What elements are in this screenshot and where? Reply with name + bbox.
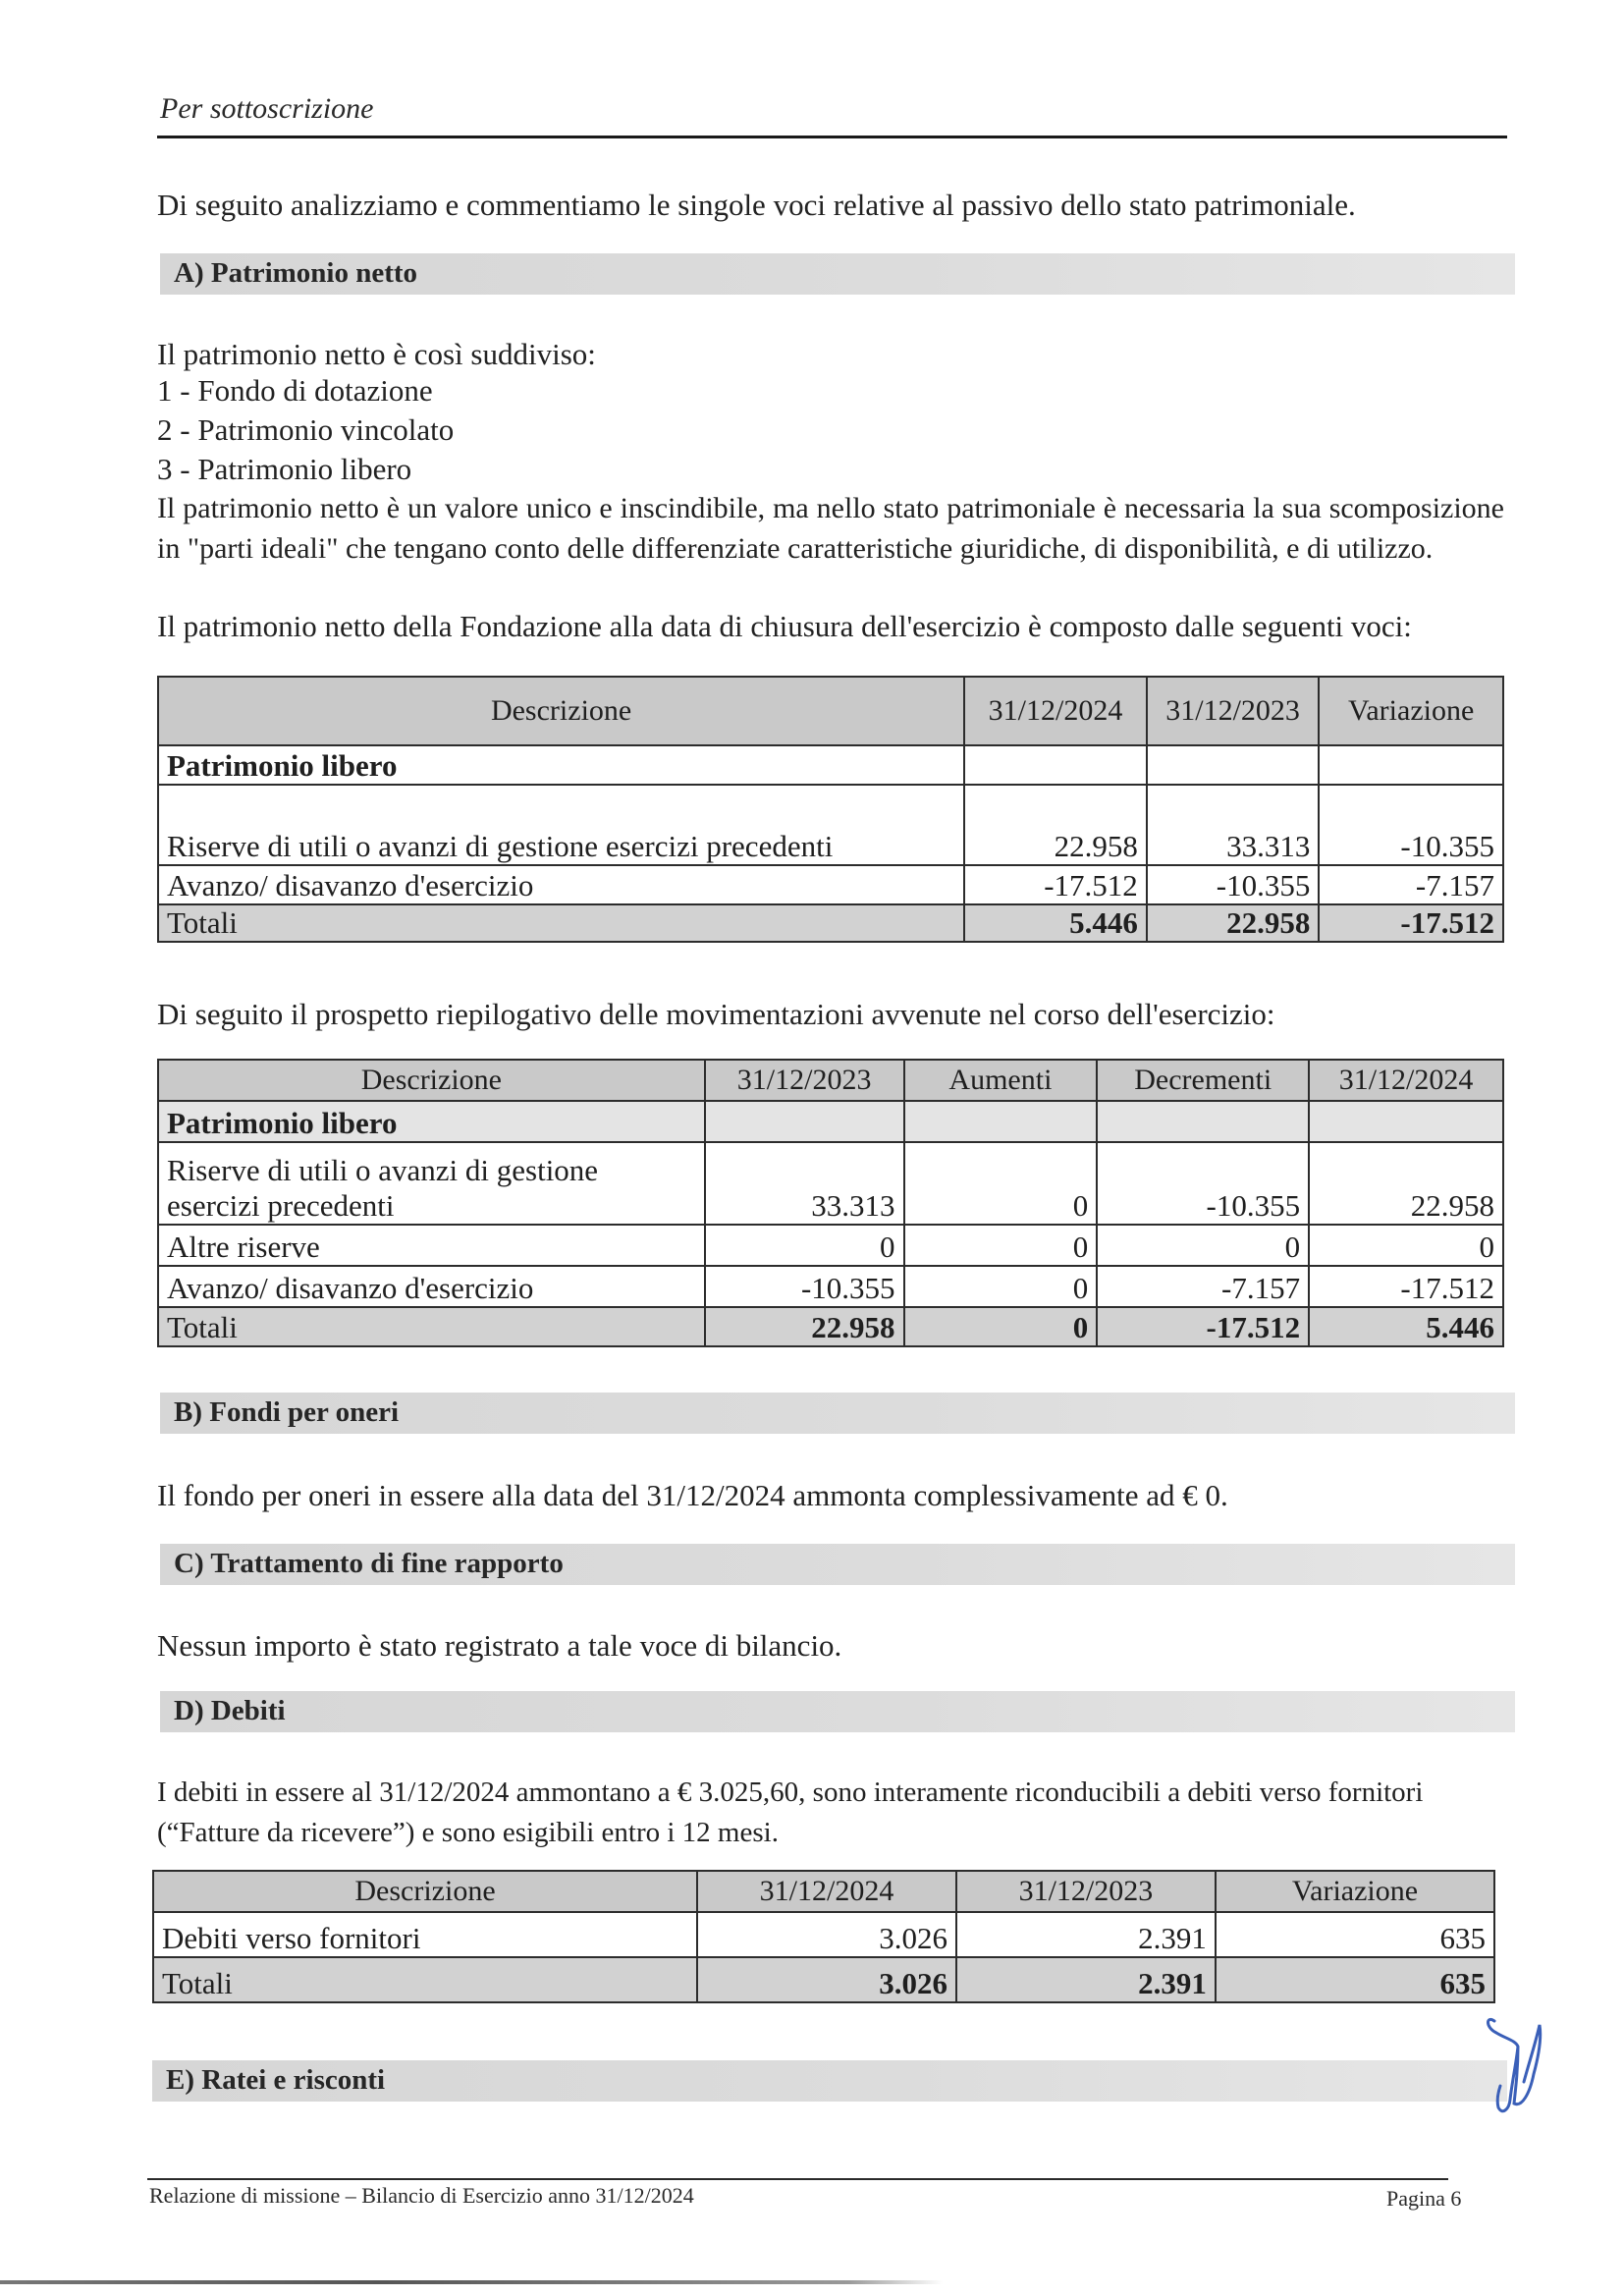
list-item: 2 - Patrimonio vincolato xyxy=(157,412,455,447)
header-rule xyxy=(157,136,1507,138)
table-row: Riserve di utili o avanzi di gestione esercizi precedenti 33.313 0 -10.355 22.958 xyxy=(158,1142,1503,1225)
column-header: 31/12/2024 xyxy=(964,677,1147,745)
table-header-row xyxy=(158,677,1503,745)
section-d-text: I debiti in essere al 31/12/2024 ammontano a € 3.025,60, sono interamente riconducibili a debiti verso fornitori (“Fatture da ricevere”) e sono esigibili entro i 12 mesi. xyxy=(157,1777,1424,1848)
section-c-bar xyxy=(160,1544,1515,1585)
table-header-row xyxy=(158,1060,1503,1101)
group-label: Patrimonio libero xyxy=(158,745,964,785)
section-e-title: E) Ratei e risconti xyxy=(166,2064,386,2096)
section-a-paragraph: Il patrimonio netto è un valore unico e inscindibile, ma nello stato patrimoniale è necessaria la sua scomposizione in "parti ideali" che tengano conto delle differenziate caratteristiche giuridiche, di disponibilità, e di utilizzo. xyxy=(157,492,1504,565)
section-d-bar xyxy=(160,1691,1515,1732)
table-row: Riserve di utili o avanzi di gestione esercizi precedenti 22.958 33.313 -10.355 xyxy=(158,785,1503,865)
intro-text: Di seguito analizziamo e commentiamo le singole voci relative al passivo dello stato patrimoniale. xyxy=(157,188,1356,222)
table-row: Avanzo/ disavanzo d'esercizio -10.355 0 -7.157 -17.512 xyxy=(158,1266,1503,1307)
table-row: Avanzo/ disavanzo d'esercizio -17.512 -10.355 -7.157 xyxy=(158,865,1503,904)
column-header: 31/12/2023 xyxy=(956,1871,1216,1912)
section-e-bar xyxy=(152,2060,1507,2102)
section-a-bar xyxy=(160,253,1515,295)
group-label: Patrimonio libero xyxy=(158,1101,705,1142)
column-header: Descrizione xyxy=(153,1871,697,1912)
table-group-row xyxy=(158,745,1503,785)
column-header: 31/12/2023 xyxy=(1147,677,1320,745)
section-a-lead: Il patrimonio netto è così suddiviso: xyxy=(157,337,596,371)
list-item: 1 - Fondo di dotazione xyxy=(157,373,433,408)
column-header: Descrizione xyxy=(158,677,964,745)
footer-rule xyxy=(147,2178,1448,2180)
section-a-title: A) Patrimonio netto xyxy=(174,257,418,289)
column-header: Aumenti xyxy=(904,1060,1098,1101)
table-group-row xyxy=(158,1101,1503,1142)
movimentazioni-table xyxy=(157,1059,1504,1347)
table-total-row: Totali 5.446 22.958 -17.512 xyxy=(158,904,1503,942)
section-b-bar xyxy=(160,1393,1515,1434)
column-header: Decrementi xyxy=(1097,1060,1309,1101)
page-number: Pagina 6 xyxy=(1386,2186,1462,2211)
section-c-text: Nessun importo è stato registrato a tale voce di bilancio. xyxy=(157,1628,842,1663)
column-header: 31/12/2024 xyxy=(1309,1060,1503,1101)
column-header: Descrizione xyxy=(158,1060,705,1101)
footer-title: Relazione di missione – Bilancio di Esercizio anno 31/12/2024 xyxy=(149,2183,694,2208)
column-header: Variazione xyxy=(1319,677,1503,745)
debiti-table xyxy=(152,1870,1495,2003)
section-b-title: B) Fondi per oneri xyxy=(174,1396,400,1428)
patrimonio-netto-table xyxy=(157,676,1504,943)
table-row: Altre riserve 0 0 0 0 xyxy=(158,1225,1503,1266)
section-b-text: Il fondo per oneri in essere alla data del 31/12/2024 ammonta complessivamente ad € 0. xyxy=(157,1478,1228,1512)
column-header: 31/12/2023 xyxy=(705,1060,904,1101)
table-header-row xyxy=(153,1871,1494,1912)
running-title: Per sottoscrizione xyxy=(160,92,374,125)
table-row: Debiti verso fornitori 3.026 2.391 635 xyxy=(153,1912,1494,1957)
table-total-row: Totali 22.958 0 -17.512 5.446 xyxy=(158,1307,1503,1346)
signature-icon xyxy=(1483,2013,1561,2121)
column-header: 31/12/2024 xyxy=(697,1871,956,1912)
scan-edge-line xyxy=(0,2280,943,2284)
list-item: 3 - Patrimonio libero xyxy=(157,452,412,486)
section-d-title: D) Debiti xyxy=(174,1695,286,1726)
section-a-paragraph-3: Di seguito il prospetto riepilogativo delle movimentazioni avvenute nel corso dell'esercizio: xyxy=(157,997,1275,1031)
section-a-paragraph-2: Il patrimonio netto della Fondazione alla data di chiusura dell'esercizio è composto dalle seguenti voci: xyxy=(157,609,1412,643)
section-c-title: C) Trattamento di fine rapporto xyxy=(174,1548,564,1579)
table-total-row: Totali 3.026 2.391 635 xyxy=(153,1957,1494,2002)
column-header: Variazione xyxy=(1216,1871,1494,1912)
